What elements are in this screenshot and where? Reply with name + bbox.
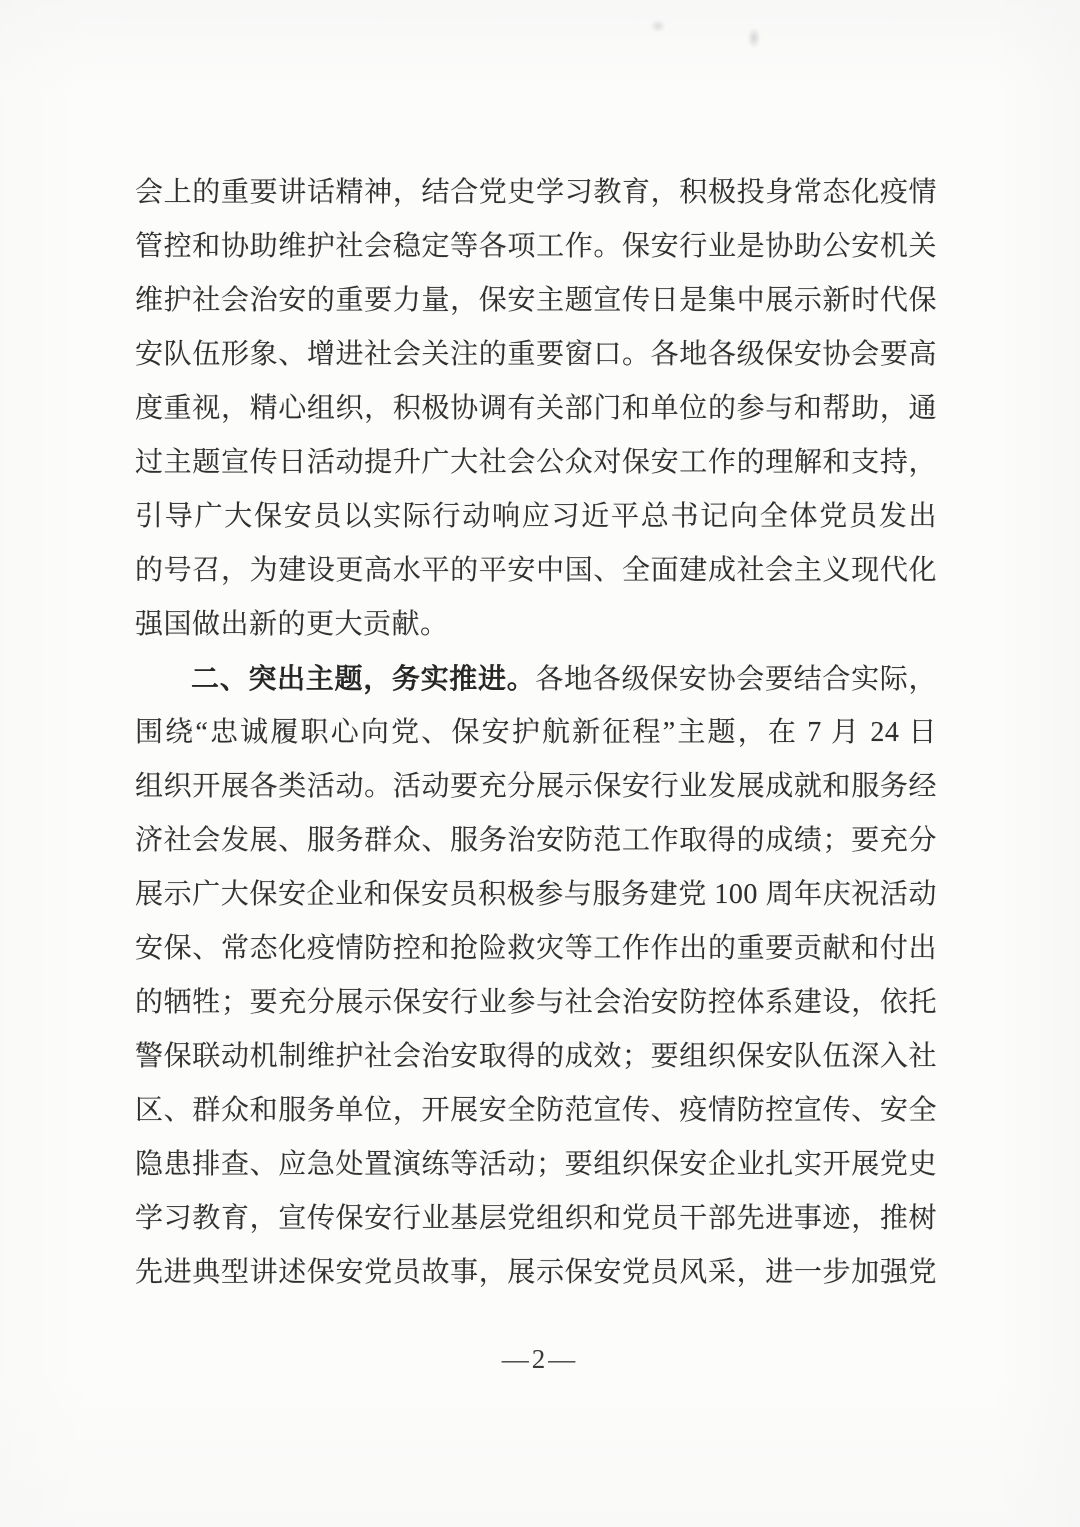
text-line: 二、突出主题，务实推进。各地各级保安协会要结合实际， (191, 663, 937, 695)
scan-artifact (748, 28, 760, 48)
text-line: 警保联动机制维护社会治安取得的成效；要组织保安队伍深入社 (135, 1041, 937, 1072)
text-line: 度重视，精心组织，积极协调有关部门和单位的参与和帮助，通 (135, 393, 937, 424)
text-line: 管控和协助维护社会稳定等各项工作。保安行业是协助公安机关 (135, 231, 937, 262)
text-line: 先进典型讲述保安党员故事，展示保安党员风采，进一步加强党 (135, 1257, 937, 1288)
text-line: 组织开展各类活动。活动要充分展示保安行业发展成就和服务经 (135, 771, 937, 802)
text-line: 区、群众和服务单位，开展安全防范宣传、疫情防控宣传、安全 (135, 1095, 937, 1126)
text-line: 围绕“忠诚履职心向党、保安护航新征程”主题，在 7 月 24 日 (135, 717, 937, 748)
text-line: 引导广大保安员以实际行动响应习近平总书记向全体党员发出 (135, 501, 937, 532)
text-line: 安保、常态化疫情防控和抢险救灾等工作作出的重要贡献和付出 (135, 933, 937, 964)
text-line: 学习教育，宣传保安行业基层党组织和党员干部先进事迹，推树 (135, 1203, 937, 1234)
text-line: 的号召，为建设更高水平的平安中国、全面建成社会主义现代化 (135, 555, 937, 586)
text-line: 的牺牲；要充分展示保安行业参与社会治安防控体系建设，依托 (135, 987, 937, 1018)
text-line: 安队伍形象、增进社会关注的重要窗口。各地各级保安协会要高 (135, 339, 937, 370)
text-line: 维护社会治安的重要力量，保安主题宣传日是集中展示新时代保 (135, 285, 937, 316)
text-line: 隐患排查、应急处置演练等活动；要组织保安企业扎实开展党史 (135, 1149, 937, 1180)
text-line: 过主题宣传日活动提升广大社会公众对保安工作的理解和支持， (135, 447, 937, 478)
page-number: —2— (501, 1344, 579, 1374)
text-line: 会上的重要讲话精神，结合党史学习教育，积极投身常态化疫情 (135, 177, 937, 208)
text-line: 济社会发展、服务群众、服务治安防范工作取得的成绩；要充分 (135, 825, 937, 856)
text-line: 展示广大保安企业和保安员积极参与服务建党 100 周年庆祝活动 (135, 879, 937, 910)
text-lines (135, 166, 937, 1300)
paragraph-heading: 二、突出主题，务实推进。 (191, 663, 536, 694)
text-line: 强国做出新的更大贡献。 (135, 609, 449, 640)
scan-artifact (651, 20, 665, 32)
